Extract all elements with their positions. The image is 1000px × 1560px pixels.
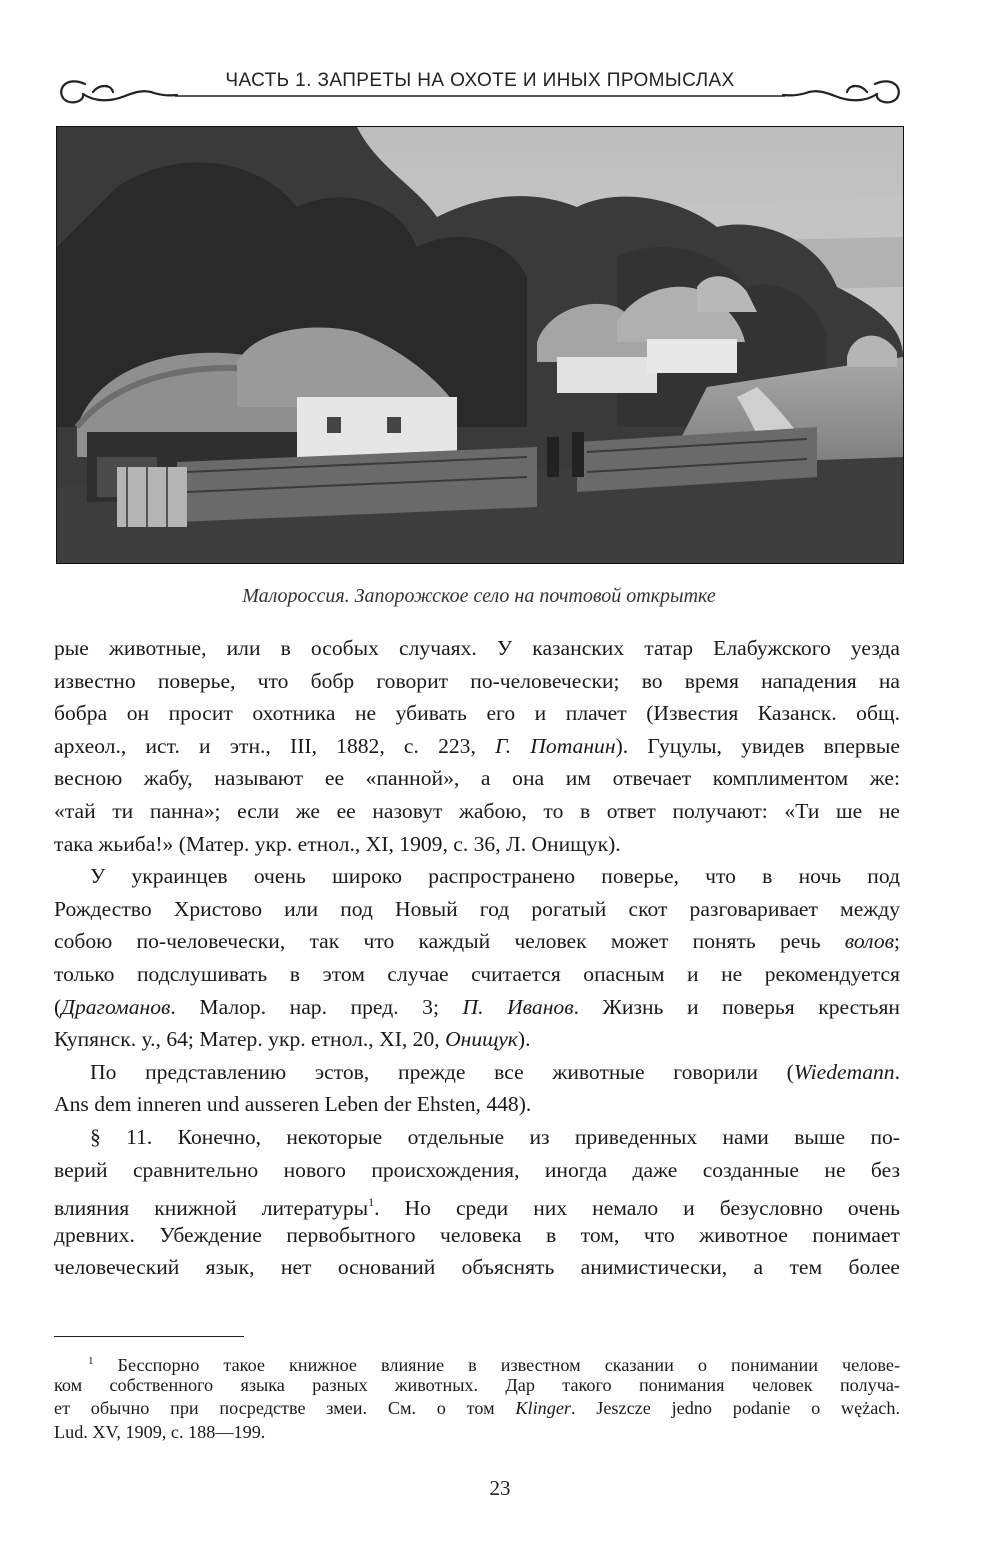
author-name: Драгоманов [61, 994, 171, 1019]
text-line: рые животные, или в особых случаях. У казанских татар Елабужского уезда [54, 636, 900, 660]
footnote-marker: 1 [88, 1355, 94, 1367]
text-line: влияния книжной литературы$^1$. Но среди них немало и безусловно очень [54, 1195, 900, 1221]
figure-caption: Малороссия. Запорожское село на почтовой открытке [242, 585, 716, 607]
footnote [54, 1350, 900, 1444]
footnote-reference[interactable]: 1 [368, 1195, 375, 1210]
text-line: верий сравнительно нового происхождения, иногда даже созданные не без [54, 1157, 900, 1182]
running-header-title: ЧАСТЬ 1. ЗАПРЕТЫ НА ОХОТЕ И ИНЫХ ПРОМЫСЛАХ [225, 70, 735, 91]
author-name: П. Иванов [462, 994, 574, 1019]
footnote-divider [54, 1336, 244, 1337]
text-line: (Драгоманов. Малор. нар. пред. 3; П. Иванов. Жизнь и поверья крестьян [54, 994, 900, 1019]
text-line: Рождество Христово или под Новый год рогатый скот разговаривает между [54, 896, 900, 921]
village-photograph [56, 126, 904, 564]
footnote-line: Lud. XV, 1909, с. 188—199. [54, 1421, 266, 1442]
text-line: известно поверье, что бобр говорит по-человечески; во время нападения на [54, 668, 900, 693]
footnote-line: ком собственного языка разных животных. Дар такого понимания человек получа- [54, 1374, 900, 1395]
author-name: Онищук [445, 1027, 518, 1052]
text-line: весною жабу, называют ее «панной», а она им отвечает комплиментом же: [54, 766, 900, 791]
paragraph-4 [54, 1121, 900, 1284]
paragraph-1 [54, 632, 900, 860]
body-text [54, 632, 900, 1284]
text-line: така жьиба!» (Матер. укр. етнол., XI, 1909, с. 36, Л. Онищук). [54, 831, 621, 856]
page-number: 23 [489, 1476, 511, 1500]
author-name: Klinger [515, 1398, 571, 1419]
text-line: древних. Убеждение первобытного человека в том, что животное понимает [54, 1222, 900, 1247]
paragraph-3 [54, 1056, 900, 1121]
text-line: только подслушивать в этом случае считается опасным и не рекомендуется [54, 961, 900, 986]
footnote-line: ет обычно при посредстве змеи. См. о том Klinger. Jeszcze jedno podanie o wężach. [54, 1398, 900, 1419]
text-line: Купянск. у., 64; Матер. укр. етнол., XI, 20, Онищук). [54, 1027, 531, 1052]
paragraph-2 [54, 860, 900, 1056]
text-line: человеческий язык, нет оснований объяснять анимистически, а тем более [54, 1255, 900, 1280]
author-name: Wiedemann [793, 1059, 895, 1084]
text-line: «тай ти панна»; если же ее назовут жабою, то в ответ получают: «Ти ше не [54, 798, 900, 823]
text-line: Ans dem inneren und ausseren Leben der Ehsten, 448). [54, 1092, 532, 1117]
text-line: собою по-человечески, так что каждый человек может понять речь волов; [54, 929, 900, 954]
text-line: По представлению эстов, прежде все животные говорили (Wiedemann. [90, 1059, 900, 1084]
text-line: археол., ист. и этн., III, 1882, с. 223, Г. Потанин). Гуцулы, увидев впервые [54, 733, 900, 758]
text-line: § 11. Конечно, некоторые отдельные из приведенных нами выше по- [90, 1124, 900, 1149]
text-line: У украинцев очень широко распространено поверье, что в ночь под [90, 864, 900, 889]
footnote-line: $^1$ Бесспорно такое книжное влияние в известном сказании о понимании челове- [88, 1355, 900, 1375]
running-header [55, 62, 905, 114]
author-name: Г. Потанин [495, 733, 616, 758]
text-line: бобра он просит охотника не убивать его и плачет (Известия Казанск. общ. [54, 701, 900, 726]
